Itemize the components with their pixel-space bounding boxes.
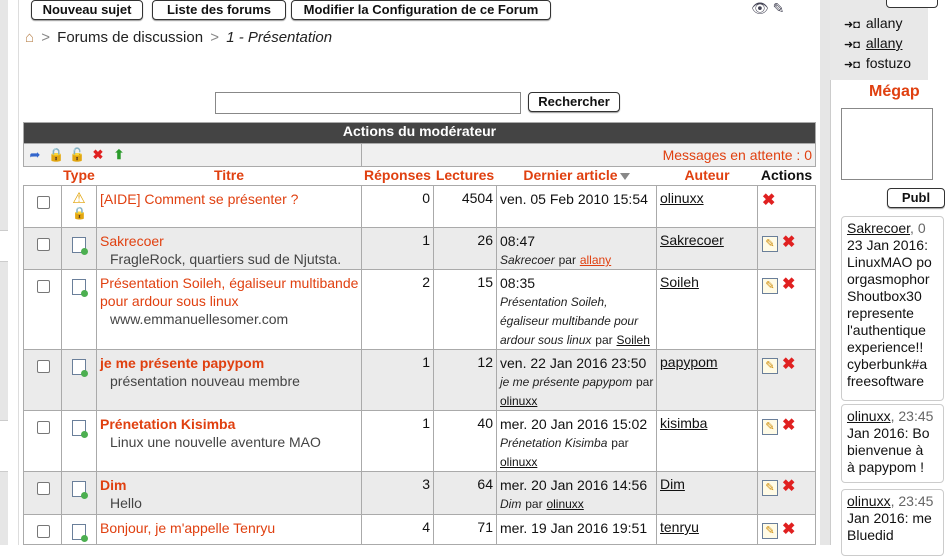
left-tab bbox=[0, 420, 8, 472]
topic-row bbox=[24, 472, 816, 515]
shoutbox-message bbox=[841, 216, 944, 401]
topic-description: présentation nouveau membre bbox=[110, 373, 300, 389]
select-cell bbox=[24, 228, 62, 270]
stats-icon[interactable]: ✎ bbox=[772, 0, 785, 16]
actions-cell bbox=[758, 186, 816, 228]
delete-icon[interactable]: ✖ bbox=[782, 234, 796, 251]
topic-description: Linux une nouvelle aventure MAO bbox=[110, 434, 321, 450]
edit-icon[interactable]: ✎ bbox=[762, 523, 778, 539]
new-topic-button[interactable]: Nouveau sujet bbox=[31, 0, 143, 20]
pin-icon[interactable]: ⬆ bbox=[113, 147, 125, 162]
type-cell bbox=[62, 350, 97, 411]
select-checkbox[interactable] bbox=[37, 238, 50, 251]
last-post-user[interactable]: Soileh bbox=[616, 333, 650, 347]
shout-text: experience!! bbox=[847, 339, 924, 355]
type-cell bbox=[62, 228, 97, 270]
replies-cell: 3 bbox=[362, 472, 434, 515]
shoutbox bbox=[830, 80, 934, 545]
last-post-by: par bbox=[635, 375, 654, 389]
reads-cell: 12 bbox=[434, 350, 497, 411]
topic-new-icon bbox=[72, 279, 86, 294]
topic-new-icon bbox=[72, 524, 86, 539]
col-title[interactable]: Titre bbox=[97, 167, 362, 186]
last-post-cell bbox=[497, 350, 657, 411]
shout-text: bienvenue à bbox=[847, 442, 924, 458]
online-users bbox=[844, 14, 911, 74]
last-post-user[interactable]: olinuxx bbox=[546, 497, 584, 511]
online-user[interactable]: ➜◘ fostuzo bbox=[844, 55, 912, 71]
search-button[interactable]: Rechercher bbox=[528, 92, 620, 112]
replies-cell: 1 bbox=[362, 228, 434, 270]
replies-cell: 0 bbox=[362, 186, 434, 228]
last-post-date: ven. 05 Feb 2010 15:54 bbox=[500, 191, 648, 207]
last-post-subject[interactable]: Dim bbox=[500, 497, 522, 511]
col-type[interactable]: Type bbox=[62, 167, 97, 186]
type-cell bbox=[62, 186, 97, 228]
last-post-user[interactable]: olinuxx bbox=[500, 394, 538, 408]
type-cell bbox=[62, 411, 97, 472]
shout-text: LinuxMAO po bbox=[847, 254, 932, 270]
topic-title-link[interactable]: Prénetation Kisimba bbox=[100, 416, 236, 432]
edit-icon[interactable]: ✎ bbox=[762, 278, 778, 294]
warning-icon: ⚠ 🔒 bbox=[72, 190, 87, 220]
reads-cell: 40 bbox=[434, 411, 497, 472]
col-replies[interactable]: Réponses bbox=[362, 167, 434, 186]
delete-icon[interactable]: ✖ bbox=[782, 478, 796, 495]
last-post-by: par bbox=[525, 497, 543, 511]
author-link[interactable]: tenryu bbox=[657, 515, 758, 545]
shout-author[interactable]: Sakrecoer bbox=[847, 220, 911, 236]
left-gutter bbox=[0, 0, 8, 545]
last-post-subject[interactable]: Prénetation Kisimba bbox=[500, 436, 608, 450]
edit-icon[interactable]: ✎ bbox=[762, 236, 778, 252]
last-post-subject[interactable]: Sakrecoer bbox=[500, 253, 555, 267]
title-cell bbox=[97, 472, 362, 515]
topic-row bbox=[24, 515, 816, 545]
actions-cell bbox=[758, 472, 816, 515]
col-author[interactable]: Auteur bbox=[657, 167, 758, 186]
shout-text: freesoftware bbox=[847, 373, 925, 389]
edit-icon[interactable]: ✎ bbox=[762, 419, 778, 435]
login-button[interactable] bbox=[886, 0, 938, 8]
left-tab bbox=[0, 230, 8, 262]
eye-icon[interactable]: 👁 bbox=[751, 0, 769, 16]
last-post-date: mer. 20 Jan 2016 15:02 bbox=[500, 416, 648, 432]
shout-text: orgasmophor bbox=[847, 271, 930, 287]
type-cell bbox=[62, 515, 97, 545]
last-post-by: par bbox=[558, 253, 576, 267]
search-input[interactable] bbox=[215, 92, 521, 114]
type-cell bbox=[62, 270, 97, 350]
select-checkbox[interactable] bbox=[37, 196, 50, 209]
col-last-post[interactable]: Dernier article bbox=[497, 167, 657, 186]
topic-new-icon bbox=[72, 420, 86, 435]
last-post-date: mer. 19 Jan 2016 19:51 bbox=[500, 520, 648, 536]
topic-row bbox=[24, 228, 816, 270]
last-post-cell bbox=[497, 515, 657, 545]
user-enter-icon: ➜◘ bbox=[844, 39, 860, 51]
last-post-cell bbox=[497, 186, 657, 228]
shout-text: Shoutbox30 bbox=[847, 288, 922, 304]
delete-icon[interactable]: ✖ bbox=[782, 417, 796, 434]
select-checkbox[interactable] bbox=[37, 525, 50, 538]
replies-cell: 1 bbox=[362, 411, 434, 472]
topic-title-link[interactable]: [AIDE] Comment se présenter ? bbox=[100, 191, 299, 207]
col-reads[interactable]: Lectures bbox=[434, 167, 497, 186]
select-checkbox[interactable] bbox=[37, 482, 50, 495]
last-post-subject[interactable]: Présentation Soileh, égaliseur multibande pour ardour sous linux bbox=[500, 295, 639, 347]
shout-date: , 23:45 bbox=[890, 408, 934, 424]
actions-cell bbox=[758, 350, 816, 411]
shoutbox-message bbox=[841, 404, 944, 483]
shoutbox-textarea[interactable] bbox=[841, 108, 933, 180]
main-panel bbox=[18, 0, 822, 545]
delete-icon[interactable]: ✖ bbox=[762, 192, 776, 209]
title-cell bbox=[97, 515, 362, 545]
author-link[interactable]: olinuxx bbox=[657, 186, 758, 228]
online-user[interactable]: ➜◘ allany bbox=[844, 35, 903, 51]
select-cell bbox=[24, 186, 62, 228]
shout-text: Jan 2016: me bbox=[847, 510, 932, 526]
lock-icon: 🔒 bbox=[72, 206, 87, 220]
shout-author[interactable]: olinuxx bbox=[847, 493, 891, 509]
edit-icon[interactable]: ✎ bbox=[762, 358, 778, 374]
last-post-cell bbox=[497, 270, 657, 350]
topic-table bbox=[23, 122, 816, 545]
title-cell bbox=[97, 270, 362, 350]
moderator-header: Actions du modérateur bbox=[24, 123, 816, 144]
forum-config-button[interactable]: Modifier la Configuration de ce Forum bbox=[291, 0, 551, 20]
reads-cell: 15 bbox=[434, 270, 497, 350]
topic-new-icon bbox=[72, 481, 86, 496]
pending-messages: Messages en attente : 0 bbox=[362, 144, 816, 167]
select-cell bbox=[24, 350, 62, 411]
last-post-cell bbox=[497, 411, 657, 472]
title-cell bbox=[97, 411, 362, 472]
topic-row bbox=[24, 270, 816, 350]
topic-description: www.emmanuellesomer.com bbox=[110, 311, 289, 327]
actions-cell bbox=[758, 228, 816, 270]
shoutbox-publish-button[interactable]: Publ bbox=[887, 188, 945, 208]
author-link[interactable]: Dim bbox=[657, 472, 758, 515]
online-user[interactable]: ➜◘ allany bbox=[844, 15, 903, 31]
home-icon[interactable]: ⌂ bbox=[25, 29, 35, 46]
author-link[interactable]: Sakrecoer bbox=[657, 228, 758, 270]
sort-desc-icon bbox=[620, 173, 630, 180]
select-cell bbox=[24, 472, 62, 515]
topic-title-link[interactable]: Sakrecoer bbox=[100, 233, 164, 249]
last-post-cell bbox=[497, 472, 657, 515]
shout-text: Bluedid bbox=[847, 527, 894, 543]
shout-text: Jan 2016: Bo bbox=[847, 425, 930, 441]
last-post-by: par bbox=[595, 333, 613, 347]
reads-cell: 4504 bbox=[434, 186, 497, 228]
shout-date: , 23:45 bbox=[890, 493, 934, 509]
type-cell bbox=[62, 472, 97, 515]
shout-date: , 0 bbox=[910, 220, 926, 236]
shout-text: cyberbunk#a bbox=[847, 356, 928, 372]
author-link[interactable]: papypom bbox=[657, 350, 758, 411]
topic-new-icon bbox=[72, 359, 86, 374]
shout-author[interactable]: olinuxx bbox=[847, 408, 891, 424]
replies-cell: 1 bbox=[362, 350, 434, 411]
reads-cell: 26 bbox=[434, 228, 497, 270]
forum-list-button[interactable]: Liste des forums bbox=[152, 0, 286, 20]
last-post-user[interactable]: olinuxx bbox=[500, 455, 538, 469]
shoutbox-message bbox=[841, 489, 944, 556]
shout-text: 23 Jan 2016: bbox=[847, 237, 928, 253]
shout-text: l'authentique bbox=[847, 322, 926, 338]
actions-cell bbox=[758, 270, 816, 350]
breadcrumb-forums-link[interactable]: Forums de discussion bbox=[57, 29, 204, 46]
select-checkbox[interactable] bbox=[37, 280, 50, 293]
user-enter-icon: ➜◘ bbox=[844, 59, 860, 71]
title-cell bbox=[97, 186, 362, 228]
reads-cell: 71 bbox=[434, 515, 497, 545]
select-checkbox[interactable] bbox=[37, 360, 50, 373]
delete-icon[interactable]: ✖ bbox=[782, 521, 796, 538]
right-separator bbox=[820, 0, 830, 545]
actions-cell bbox=[758, 515, 816, 545]
author-link[interactable]: kisimba bbox=[657, 411, 758, 472]
actions-cell bbox=[758, 411, 816, 472]
topic-row bbox=[24, 350, 816, 411]
last-post-date: 08:47 bbox=[500, 233, 536, 249]
shout-text: à papypom ! bbox=[847, 459, 925, 475]
topic-description: Hello bbox=[110, 495, 142, 511]
last-post-user[interactable]: allany bbox=[579, 253, 612, 267]
last-post-date: ven. 22 Jan 2016 23:50 bbox=[500, 355, 647, 371]
col-actions: Actions bbox=[758, 167, 816, 186]
topic-new-icon bbox=[72, 237, 86, 252]
replies-cell: 4 bbox=[362, 515, 434, 545]
select-cell bbox=[24, 270, 62, 350]
last-post-date: mer. 20 Jan 2016 14:56 bbox=[500, 477, 648, 493]
breadcrumb: ⌂ > Forums de discussion > 1 - Présentation bbox=[25, 29, 333, 46]
delete-icon[interactable]: ✖ bbox=[782, 356, 796, 373]
moderator-toolbar bbox=[24, 144, 362, 167]
col-select bbox=[24, 167, 62, 186]
unlock-icon[interactable]: 🔓 bbox=[69, 147, 86, 162]
user-enter-icon: ➜◘ bbox=[844, 19, 860, 31]
select-cell bbox=[24, 411, 62, 472]
topic-description: FragleRock, quartiers sud de Njutsta. bbox=[110, 251, 342, 267]
last-post-date: 08:35 bbox=[500, 275, 536, 291]
title-cell bbox=[97, 350, 362, 411]
edit-icon[interactable]: ✎ bbox=[762, 480, 778, 496]
title-cell bbox=[97, 228, 362, 270]
last-post-cell bbox=[497, 228, 657, 270]
select-cell bbox=[24, 515, 62, 545]
shout-text: represente bbox=[847, 305, 914, 321]
topic-title-link[interactable]: je me présente papypom bbox=[100, 355, 265, 371]
topic-row bbox=[24, 411, 816, 472]
last-post-by: par bbox=[611, 436, 629, 450]
reads-cell: 64 bbox=[434, 472, 497, 515]
topic-title-link[interactable]: Dim bbox=[100, 477, 127, 493]
author-link[interactable]: Soileh bbox=[657, 270, 758, 350]
delete-icon[interactable]: ✖ bbox=[782, 276, 796, 293]
breadcrumb-current: 1 - Présentation bbox=[226, 29, 333, 46]
top-icons bbox=[751, 0, 784, 17]
delete-icon[interactable]: ✖ bbox=[92, 147, 104, 162]
topic-row bbox=[24, 186, 816, 228]
lock-icon[interactable]: 🔒 bbox=[48, 147, 65, 162]
select-checkbox[interactable] bbox=[37, 421, 50, 434]
shoutbox-title: Mégap bbox=[869, 83, 920, 100]
topic-title-link[interactable]: Bonjour, je m'appelle Tenryu bbox=[100, 520, 276, 536]
replies-cell: 2 bbox=[362, 270, 434, 350]
move-icon[interactable]: ➦ bbox=[29, 147, 41, 162]
last-post-subject[interactable]: je me présente papypom bbox=[500, 375, 633, 389]
right-panel bbox=[830, 0, 934, 545]
topic-title-link[interactable]: Présentation Soileh, égaliseur multibande pour ardour sous linux bbox=[100, 275, 359, 309]
